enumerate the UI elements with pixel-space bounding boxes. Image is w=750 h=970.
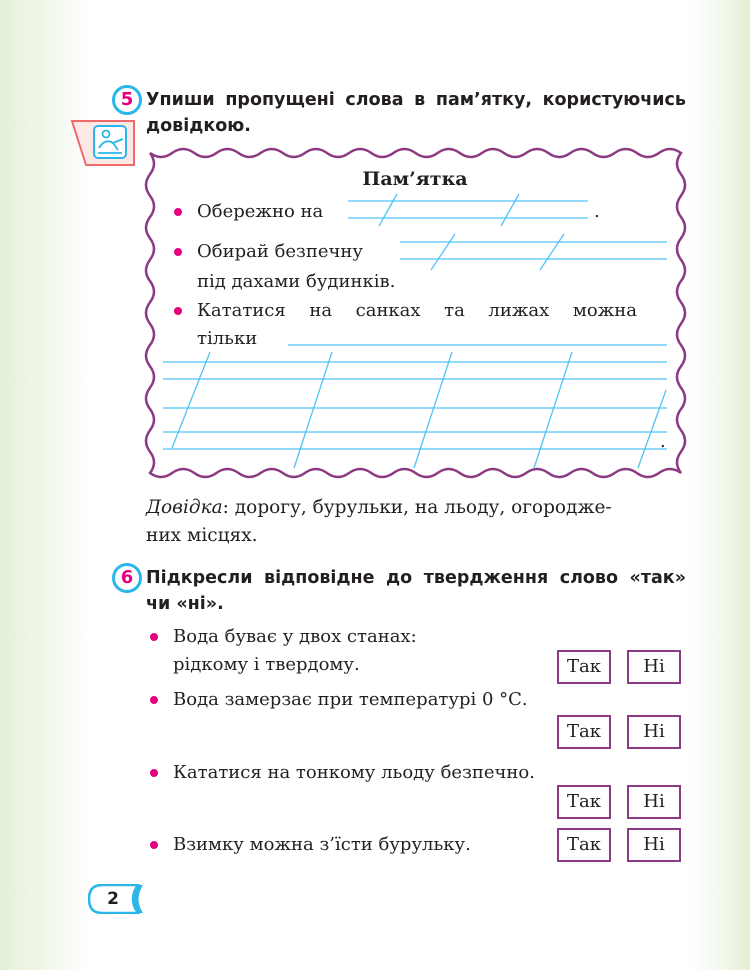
task6-instruction-line1: Підкресли відповідне до твердження слово «так» (146, 568, 686, 588)
no-box-1[interactable]: Ні (627, 650, 681, 684)
task-number-5: 5 (120, 89, 134, 110)
statement-bullet-3 (150, 769, 158, 777)
memo-item3-line1: Кататися на санках та лижах можна (197, 300, 637, 321)
memo-title: Пам’ятка (362, 168, 468, 190)
hint-label: Довідка (146, 497, 223, 518)
yes-box-3[interactable]: Так (557, 785, 611, 819)
statement-bullet-2 (150, 696, 158, 704)
hint-line1: : дорогу, бурульки, на льоду, огородже- (222, 497, 612, 518)
task5-instruction-line1: Упиши пропущені слова в пам’ятку, користуючись (146, 90, 686, 110)
statement-bullet-4 (150, 841, 158, 849)
hint-line2: них місцях. (146, 525, 258, 546)
memo-item3-end: . (660, 431, 666, 452)
statement-3-line1: Кататися на тонкому льоду безпечно. (173, 762, 535, 783)
statement-1-line2: рідкому і твердому. (173, 654, 360, 675)
memo-item3-line2: тільки (197, 328, 258, 349)
statement-2-line1: Вода замерзає при температурі 0 °С. (173, 689, 528, 710)
yes-box-2[interactable]: Так (557, 715, 611, 749)
statement-4-line1: Взимку можна з’їсти бурульку. (173, 834, 471, 855)
task-number-6: 6 (120, 567, 134, 588)
yes-box-4[interactable]: Так (557, 828, 611, 862)
no-box-4[interactable]: Ні (627, 828, 681, 862)
task6-instruction-line2: чи «ні». (146, 594, 224, 614)
hint-text (146, 494, 684, 522)
memo-item1-text: Обережно на (197, 201, 324, 222)
statement-bullet-1 (150, 633, 158, 641)
task5-instruction-line2: довідкою. (146, 116, 251, 136)
page-number: 2 (107, 889, 119, 909)
statement-1-line1: Вода буває у двох станах: (173, 626, 417, 647)
yes-box-1[interactable]: Так (557, 650, 611, 684)
task-number-badge-6 (112, 563, 142, 593)
memo-item2-line1: Обирай безпечну (197, 241, 364, 262)
memo-item1-end: . (594, 201, 600, 222)
memo-item2-line2: під дахами будинків. (197, 271, 396, 292)
no-box-2[interactable]: Ні (627, 715, 681, 749)
no-box-3[interactable]: Ні (627, 785, 681, 819)
